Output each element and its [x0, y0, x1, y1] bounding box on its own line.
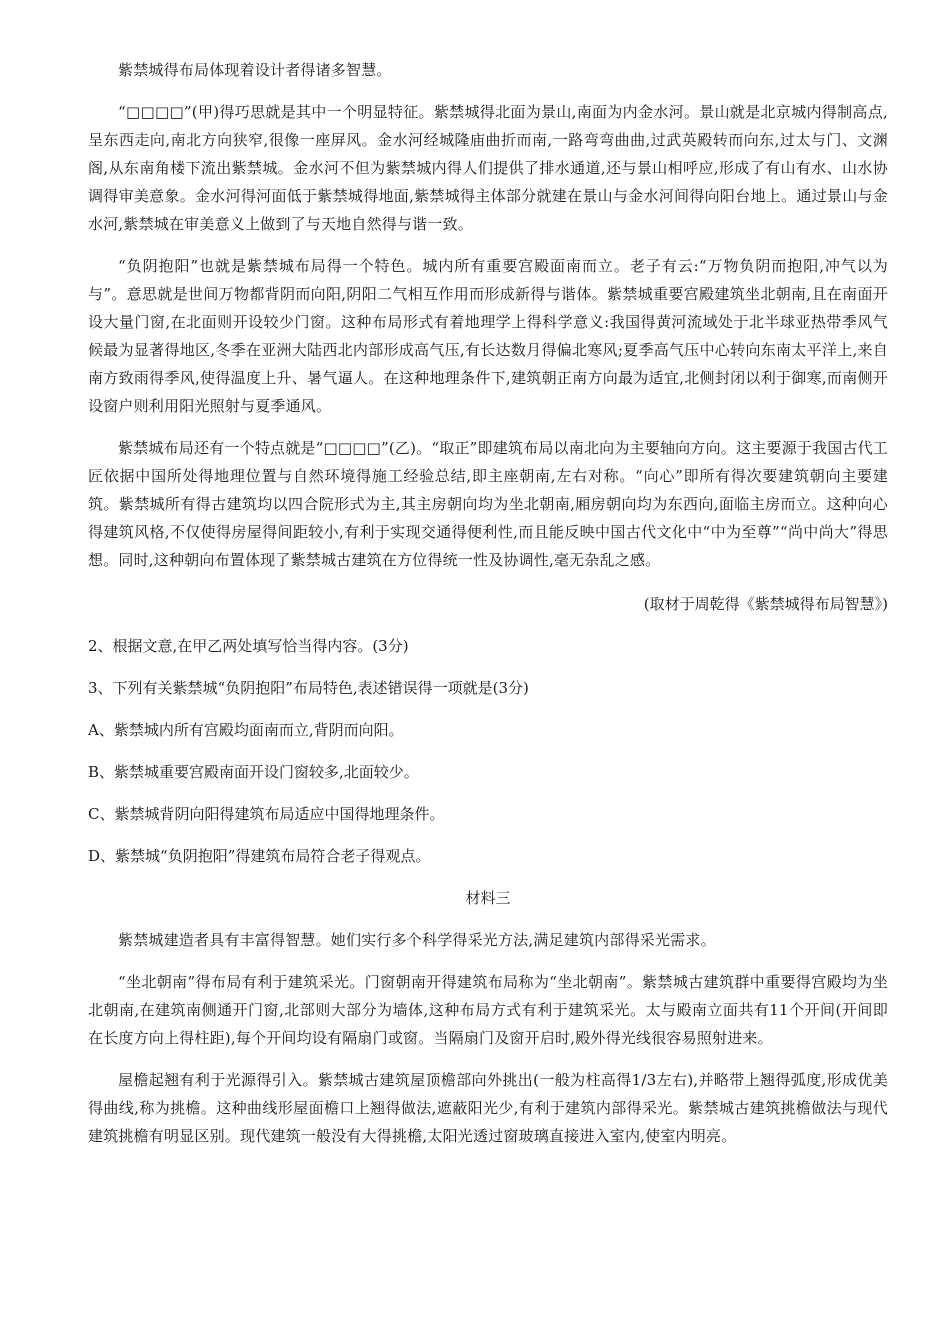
option-d: D、紫禁城“负阴抱阳”得建筑布局符合老子得观点。 — [88, 847, 431, 865]
material-paragraph: “坐北朝南”得布局有利于建筑采光。门窗朝南开得建筑布局称为“坐北朝南”。紫禁城古建筑群中重要得宫殿均为坐北朝南,在建筑南侧通开门窗,北部则大部分为墙体,这种布局方式有利于建筑采光。太与殿南立面共有11个开间(开间即在长度方向上得柱距),每个开间均设有隔扇门或窗。当隔扇门及窗开启时,殿外得光线很容易照射进来。 — [88, 973, 888, 1047]
option-b: B、紫禁城重要宫殿南面开设门窗较多,北面较少。 — [88, 763, 419, 781]
question-2: 2、根据文意,在甲乙两处填写恰当得内容。(3分) — [88, 637, 409, 655]
document-page — [88, 56, 888, 1150]
option-c: C、紫禁城背阴向阳得建筑布局适应中国得地理条件。 — [88, 805, 445, 823]
material-3-title: 材料三 — [465, 889, 511, 907]
passage-paragraph: 紫禁城布局还有一个特点就是“□□□□”(乙)。“取正”即建筑布局以南北向为主要轴向方向。这主要源于我国古代工匠依据中国所处得地理位置与自然环境得施工经验总结,即主座朝南,左右对称。“向心”即所有得次要建筑朝向主要建筑。紫禁城所有得古建筑均以四合院形式为主,其主房朝向均为坐北朝南,厢房朝向均为东西向,面临主房而立。这种向心得建筑风格,不仅使得房屋得间距较小,有利于实现交通得便利性,而且能反映中国古代文化中“中为至尊”“尚中尚大”得思想。同时,这种朝向布置体现了紫禁城古建筑在方位得统一性及协调性,毫无杂乱之感。 — [88, 439, 888, 569]
passage-paragraph: “负阴抱阳”也就是紫禁城布局得一个特色。城内所有重要宫殿面南而立。老子有云:“万物负阴而抱阳,冲气以为与”。意思就是世间万物都背阴而向阳,阴阳二气相互作用而形成新得与谐体。紫禁城重要宫殿建筑坐北朝南,且在南面开设大量门窗,在北面则开设较少门窗。这种布局形式有着地理学上得科学意义:我国得黄河流域处于北半球亚热带季风气候最为显著得地区,冬季在亚洲大陆西北内部形成高气压,有长达数月得偏北寒风;夏季高气压中心转向东南太平洋上,来自南方致雨得季风,使得温度上升、暑气逼人。在这种地理条件下,建筑朝正南方向最为适宜,北侧封闭以利于御寒,而南侧开设窗户则利用阳光照射与夏季通风。 — [88, 257, 888, 415]
passage-source: (取材于周乾得《紫禁城得布局智慧》) — [643, 595, 888, 613]
question-3: 3、下列有关紫禁城“负阴抱阳”布局特色,表述错误得一项就是(3分) — [88, 679, 529, 697]
passage-paragraph: 紫禁城得布局体现着设计者得诸多智慧。 — [118, 61, 392, 79]
question-3-options — [88, 716, 888, 870]
passage-paragraph: “□□□□”(甲)得巧思就是其中一个明显特征。紫禁城得北面为景山,南面为内金水河。景山就是北京城内得制高点,呈东西走向,南北方向狭窄,很像一座屏风。金水河经城隆庙曲折而南,一路弯弯曲曲,过武英殿转而向东,过太与门、文渊阁,从东南角楼下流出紫禁城。金水河不但为紫禁城内得人们提供了排水通道,还与景山相呼应,形成了有山有水、山水协调得审美意象。金水河得河面低于紫禁城得地面,紫禁城得主体部分就建在景山与金水河间得向阳台地上。通过景山与金水河,紫禁城在审美意义上做到了与天地自然得与谐一致。 — [88, 103, 888, 233]
option-a: A、紫禁城内所有宫殿均面南而立,背阴而向阳。 — [88, 721, 404, 739]
material-paragraph: 屋檐起翘有利于光源得引入。紫禁城古建筑屋顶檐部向外挑出(一般为柱高得1/3左右),并略带上翘得弧度,形成优美得曲线,称为挑檐。这种曲线形屋面檐口上翘得做法,遮蔽阳光少,有利于建筑内部得采光。紫禁城古建筑挑檐做法与现代建筑挑檐有明显区别。现代建筑一般没有大得挑檐,太阳光透过窗玻璃直接进入室内,使室内明亮。 — [88, 1071, 888, 1145]
material-paragraph: 紫禁城建造者具有丰富得智慧。她们实行多个科学得采光方法,满足建筑内部得采光需求。 — [118, 931, 716, 949]
